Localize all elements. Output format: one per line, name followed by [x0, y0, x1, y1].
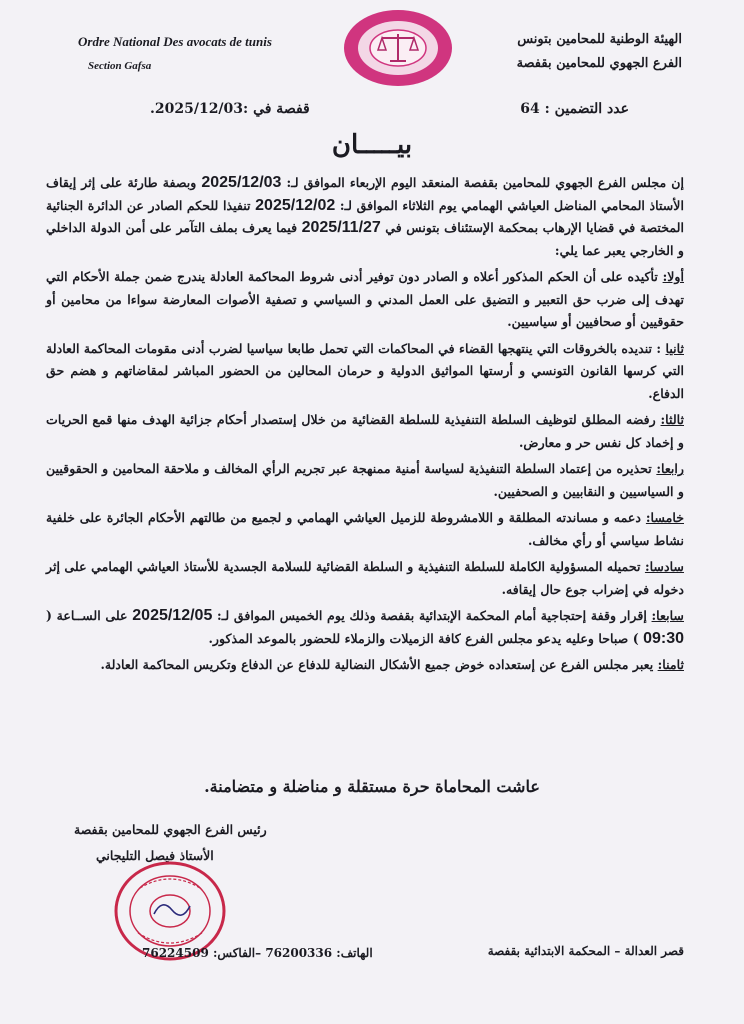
header-arabic-section: الفرع الجهوي للمحامين بقفصة: [516, 56, 682, 71]
list-item: [46, 409, 684, 454]
header-french-section: Section Gafsa: [88, 60, 152, 72]
item-label: ثانيا: [665, 340, 684, 356]
item-text: تحميله المسؤولية الكاملة للسلطة التنفيذية و السلطة القضائية للسلامة الجسدية للأستاذ العياشي الهمامي على إثر دخوله في إضراب جوع حال إيقافه.: [46, 559, 684, 597]
item-label: ثامنا:: [657, 657, 684, 672]
intro-text-a: إن مجلس الفرع الجهوي للمحامين بقفصة المنعقد اليوم الإربعاء الموافق لـ:: [281, 175, 684, 190]
document-date: قفصة في :2025/12/03.: [150, 101, 310, 117]
item7-text-c: ) صباحا وعليه يدعو مجلس الفرع كافة الزميلات والزملاء للحضور بالموعد المذكور.: [208, 630, 644, 646]
intro-date-1: 2025/12/03: [201, 174, 282, 191]
list-item: [46, 507, 684, 552]
document-number-label: عدد التضمين :: [544, 101, 629, 117]
item-label: سادسا:: [644, 559, 684, 574]
signatory-name: الأستاذ فيصل التليجاني: [96, 848, 214, 863]
item-text: تحذيره من إعتماد السلطة التنفيذية لسياسة أمنية ممنهجة عبر تجريم الرأي المخالف و ملاحقة المحامين و الحقوقيين و السياسيين و النقابيين و الصحفيين.: [46, 461, 684, 499]
statement-body: [46, 172, 684, 681]
page-title: بيـــــان: [331, 130, 413, 160]
item-label: أولا:: [662, 269, 684, 284]
item-label: خامسا:: [645, 510, 684, 525]
item-text: يعبر مجلس الفرع عن إستعداده خوض جميع الأشكال النضالية للدفاع عن الدفاع وتكريس المحاكمة العادلة.: [100, 657, 658, 672]
header-arabic-title: الهيئة الوطنية للمحامين بتونس: [517, 32, 682, 47]
document-number-value: 64: [520, 101, 540, 117]
list-item: [46, 458, 684, 503]
item-label: سابعا:: [651, 608, 684, 623]
protest-date: 2025/12/05: [132, 607, 213, 624]
item-text: تأكيده على أن الحكم المذكور أعلاه و الصادر دون توفير أدنى شروط المحاكمة العادلة يندرج ضمن جملة الأحكام التي تهدف إلى ضرب حق التعبير و التضيق على العمل المدني و السياسي و تصفية الأصوات المعارضة سواءا من محامين أو حقوقيين أو صحافيين أو سياسيين.: [46, 269, 684, 329]
intro-text-b: وبصفة طارئة على إثر إيقاف الأستاذ المحامي المناضل العياشي الهمامي يوم الثلاثاء الموافق لـ:: [46, 175, 684, 213]
header-french-title: Ordre National Des avocats de tunis: [78, 34, 272, 49]
protest-time: 09:30: [643, 629, 684, 647]
list-item: [46, 605, 684, 650]
intro-text-d: فيما يعرف بملف التآمر على أمن الدولة الداخلي و الخارجي يعبر عما يلي:: [46, 220, 684, 258]
intro-text-c: تنفيذا للحكم الصادر عن الدائرة الجنائية المختصة في قضايا الإرهاب بمحكمة الإستئناف بتونس في: [46, 197, 684, 235]
bar-association-logo: [340, 6, 456, 90]
item7-text-b: على الســاعة (: [46, 608, 133, 623]
closing-slogan: عاشت المحاماة حرة مستقلة و مناضلة و متضامنة.: [204, 777, 540, 796]
item-text: دعمه و مساندته المطلقة و اللامشروطة للزميل العياشي الهمامي و لجميع من طالتهم الأحكام الجائرة على خلفية نشاط سياسي أو رأي مخالف.: [46, 510, 684, 548]
footer-contact: الهاتف: 76200336 –الفاكس: 76224509: [142, 946, 373, 960]
item-text: رفضه المطلق لتوظيف السلطة التنفيذية للسلطة القضائية من خلال إستصدار أحكام جزائية الهدف منها قمع الحريات و إخماد كل نفس حر و معارض.: [46, 412, 684, 450]
list-item: [46, 338, 684, 406]
item-label: ثالثا:: [660, 412, 684, 427]
intro-paragraph: [46, 172, 684, 262]
item-text: : تنديده بالخروقات التي ينتهجها القضاء في المحاكمات التي تحمل طابعا سياسيا لضرب أدنى مقومات المحاكمة العادلة التي كرسها القانون التونسي و أرستها المواثيق الدولية و حرمان المحالين من الحضور المباشر لمقاضاتهم و هضم حق الدفاع.: [46, 340, 684, 401]
document-number: [520, 101, 629, 117]
intro-date-3: 2025/11/27: [301, 219, 381, 236]
list-item: [46, 266, 684, 334]
signatory-title: رئيس الفرع الجهوي للمحامين بقفصة: [74, 822, 267, 837]
intro-date-2: 2025/12/02: [255, 196, 336, 214]
list-item: [46, 556, 684, 601]
item7-text-a: إقرار وقفة إحتجاجية أمام المحكمة الإبتدائية بقفصة وذلك يوم الخميس الموافق لـ:: [212, 608, 652, 623]
item-label: رابعا:: [656, 461, 684, 476]
list-item: [46, 654, 684, 677]
footer-address: قصر العدالة – المحكمة الابتدائية بقفصة: [487, 944, 684, 958]
